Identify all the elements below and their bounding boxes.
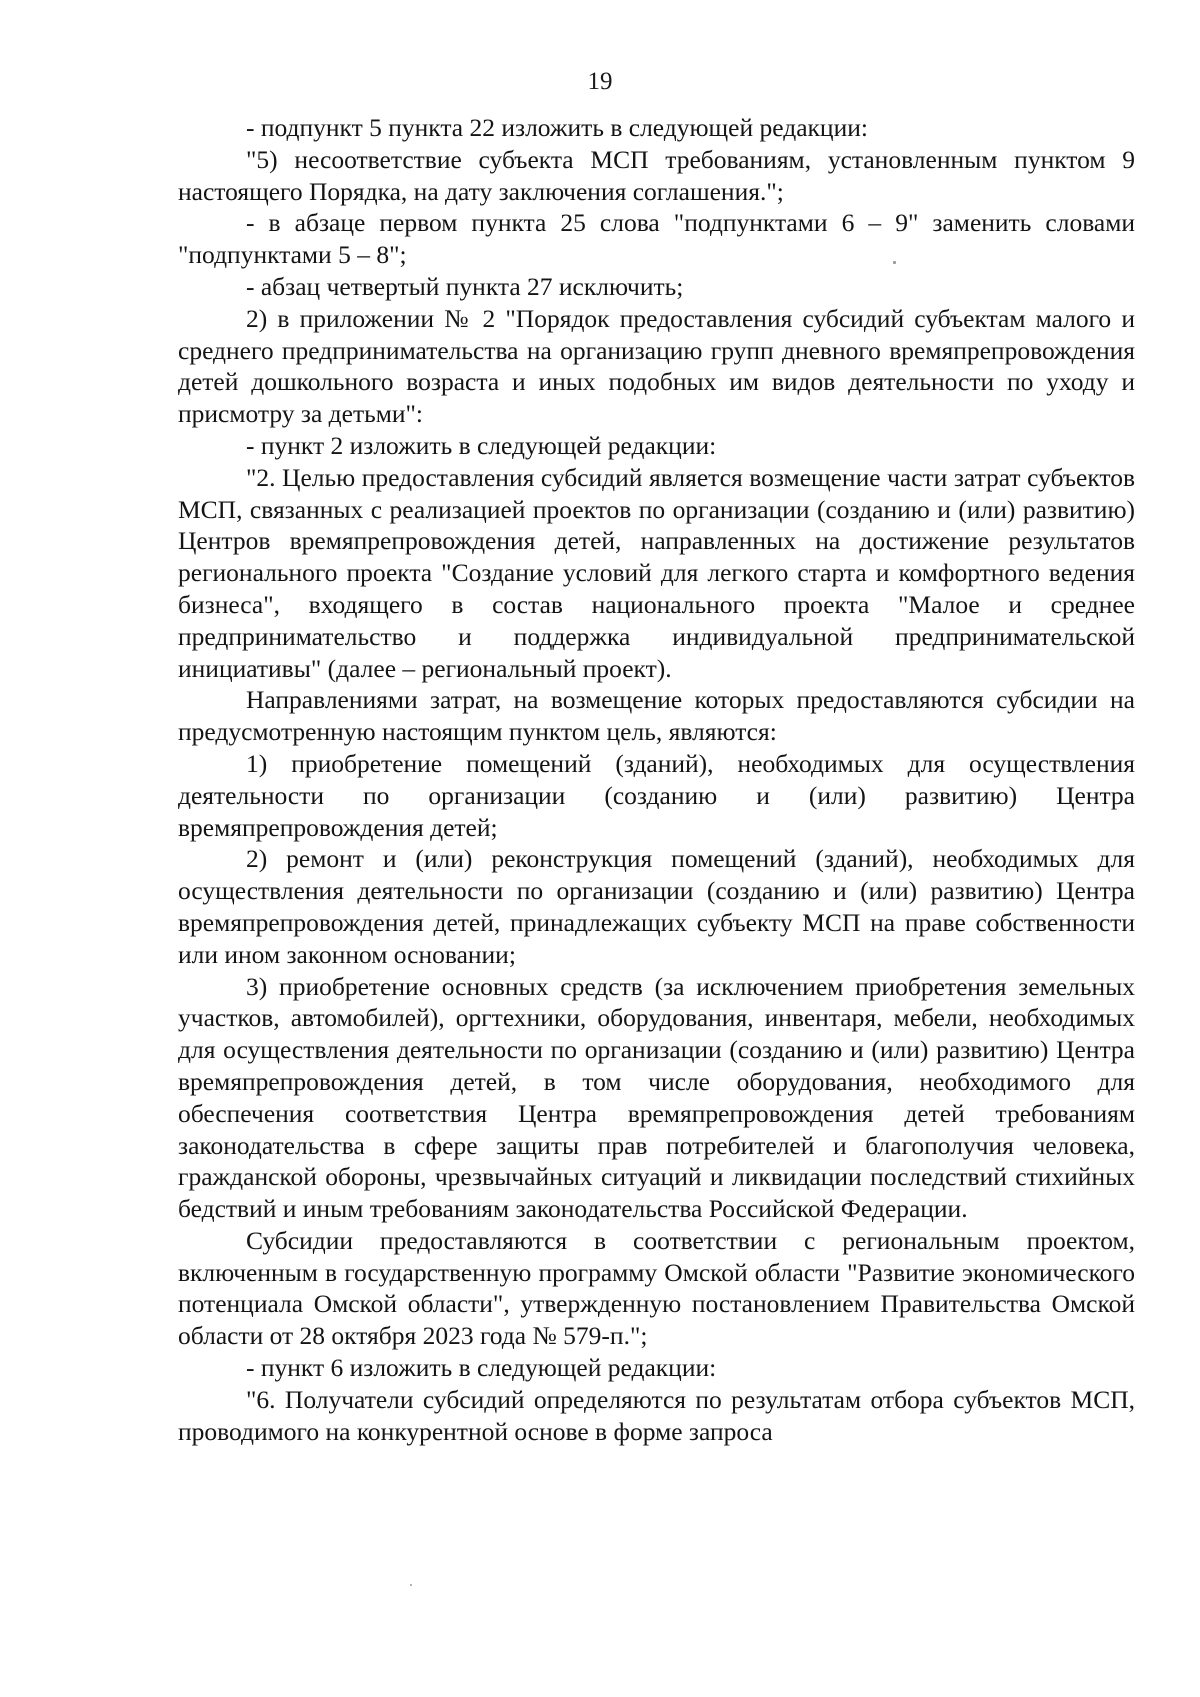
scan-speck (410, 1584, 412, 1586)
paragraph-14: "6. Получатели субсидий определяются по результатам отбора субъектов МСП, проводимого на конкурентной основе в форме запроса (178, 1384, 1135, 1446)
paragraph-1: - подпункт 5 пункта 22 изложить в следующей редакции: (246, 113, 868, 142)
paragraph-9: 1) приобретение помещений (зданий), необходимых для осуществления деятельности по организации (созданию и (или) развитию) Центра времяпрепровождения детей; (178, 748, 1135, 842)
paragraph-10: 2) ремонт и (или) реконструкция помещений (зданий), необходимых для осуществления деятельности по организации (созданию и (или) развитию) Центра времяпрепровождения детей, принадлежащих субъекту МСП на праве собственности или ином законном основании; (178, 844, 1135, 969)
paragraph-11: 3) приобретение основных средств (за исключением приобретения земельных участков, автомобилей), оргтехники, оборудования, инвентаря, мебели, необходимых для осуществления деятельности по организации (созданию и (или) развитию) Центра времяпрепровождения детей, в том числе оборудования, необходимого для обеспечения соответствия Центра времяпрепровождения детей требованиям законодательства в сфере защиты прав потребителей и благополучия человека, гражданской обороны, чрезвычайных ситуаций и ликвидации последствий стихийных бедствий и иным требованиям законодательства Российской Федерации. (178, 971, 1135, 1224)
paragraph-6: - пункт 2 изложить в следующей редакции: (246, 430, 717, 460)
document-body (178, 112, 1135, 1447)
paragraph-5: 2) в приложении № 2 "Порядок предоставления субсидий субъектам малого и среднего предпринимательства на организацию групп дневного времяпрепровождения детей дошкольного возраста и иных подобных им видов деятельности по уходу и присмотру за детьми": (178, 303, 1135, 429)
page-number: 19 (587, 68, 613, 95)
paragraph-4: - абзац четвертый пункта 27 исключить; (246, 271, 684, 301)
paragraph-8: Направлениями затрат, на возмещение которых предоставляются субсидии на предусмотренную настоящим пунктом цель, являются: (178, 685, 1135, 747)
paragraph-13: - пункт 6 изложить в следующей редакции: (246, 1353, 717, 1383)
paragraph-3: - в абзаце первом пункта 25 слова "подпунктами 6 – 9" заменить словами "подпунктами 5 – 8"; (178, 208, 1135, 270)
scan-speck (893, 261, 896, 264)
paragraph-2: "5) несоответствие субъекта МСП требованиям, установленным пунктом 9 настоящего Порядка, на дату заключения соглашения."; (178, 144, 1135, 206)
paragraph-12: Субсидии предоставляются в соответствии с региональным проектом, включенным в государственную программу Омской области "Развитие экономического потенциала Омской области", утвержденную постановлением Правительства Омской области от 28 октября 2023 года № 579-п."; (178, 1225, 1135, 1351)
paragraph-7: "2. Целью предоставления субсидий является возмещение части затрат субъектов МСП, связанных с реализацией проектов по организации (созданию и (или) развитию) Центров времяпрепровождения детей, направленных на достижение результатов регионального проекта "Создание условий для легкого старта и комфортного ведения бизнеса", входящего в состав национального проекта "Малое и среднее предпринимательство и поддержка индивидуальной предпринимательской инициативы" (далее – региональный проект). (178, 462, 1135, 683)
